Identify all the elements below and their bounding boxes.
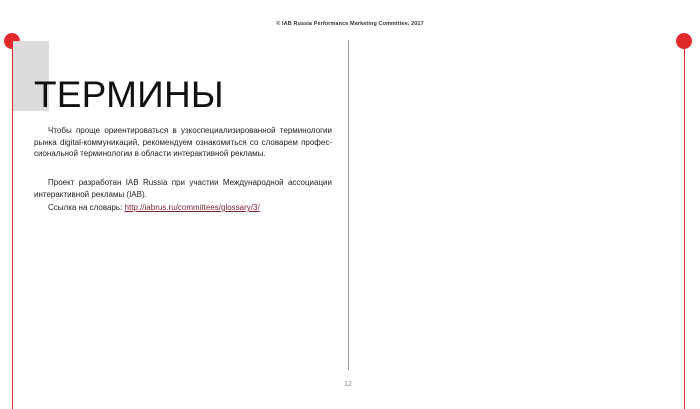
right-red-line	[684, 49, 685, 409]
right-red-dot	[676, 33, 692, 49]
intro-paragraph-block	[34, 125, 332, 160]
page-divider	[348, 40, 349, 370]
glossary-link[interactable]: http://iabrus.ru/committees/glossary/3/	[124, 203, 260, 212]
project-paragraph: Проект разработан IAB Russia при участии Международной ассоциации интерактивной рекламы (IAB).	[34, 178, 332, 199]
page-title: ТЕРМИНЫ	[34, 74, 224, 115]
project-paragraph-block	[34, 177, 332, 200]
copyright-notice: © IAB Russia Performance Marketing Committee, 2017	[276, 21, 424, 27]
glossary-link-label: Ссылка на словарь:	[48, 203, 125, 212]
page-number: 12	[344, 381, 352, 388]
glossary-link-line	[34, 202, 332, 214]
intro-paragraph: Чтобы проще ориентироваться в узкоспециализированной терминологии рынка digital-коммуникаций, рекомендуем ознакомиться со словарем профес-сиональной терминологии в области интерактивной рекламы.	[34, 126, 332, 158]
